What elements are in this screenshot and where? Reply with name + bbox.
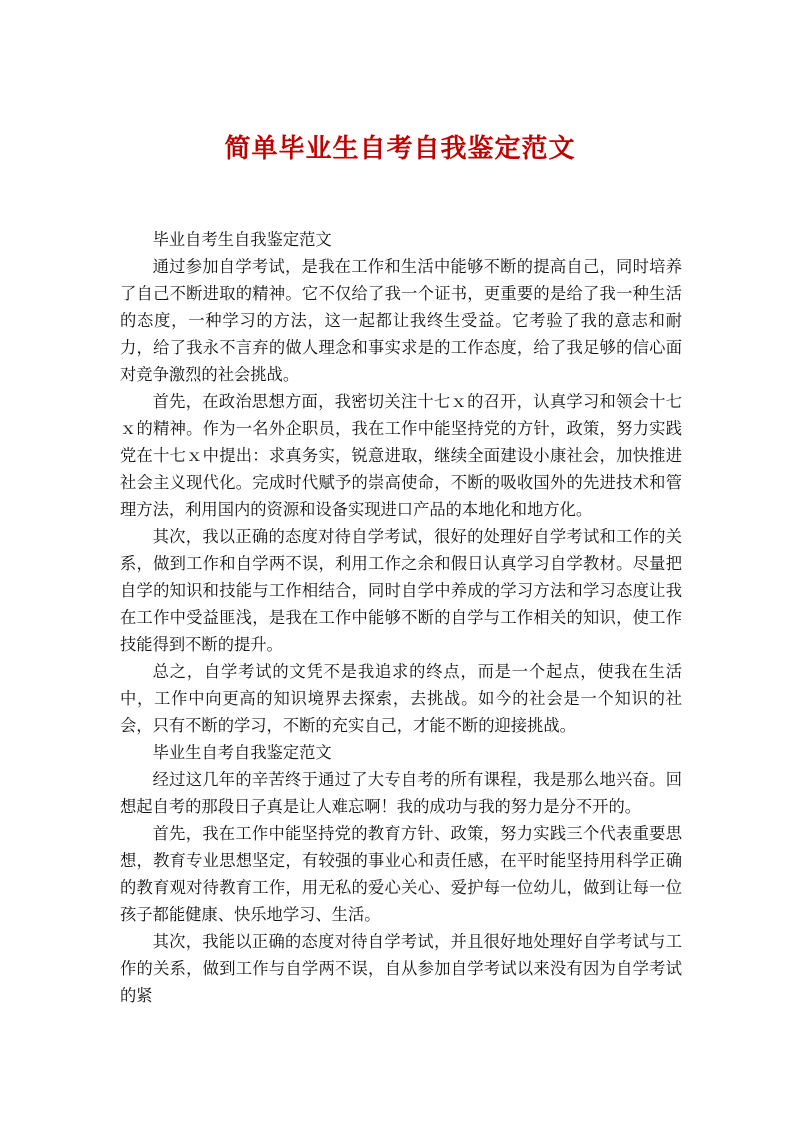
section-heading: 毕业生自考自我鉴定范文 bbox=[152, 743, 332, 762]
paragraph: 其次，我以正确的态度对待自学考试，很好的处理好自学考试和工作的关系，做到工作和自学两不误，利用工作之余和假日认真学习自学教材。尽量把自学的知识和技能与工作相结合，同时自学中养成的学习方法和学习态度让我在工作中受益匪浅，是我在工作中能够不断的自学与工作相关的知识，使工作技能得到不断的提升。 bbox=[120, 527, 682, 654]
paragraph: 总之，自学考试的文凭不是我追求的终点，而是一个起点，使我在生活中，工作中向更高的知识境界去探索，去挑战。如今的社会是一个知识的社会，只有不断的学习，不断的充实自己，才能不断的迎接挑战。 bbox=[120, 662, 682, 735]
paragraph: 首先，我在工作中能坚持党的教育方针、政策，努力实践三个代表重要思想，教育专业思想坚定，有较强的事业心和责任感，在平时能坚持用科学正确的教育观对待教育工作，用无私的爱心关心、爱护每一位幼儿，做到让每一位孩子都能健康、快乐地学习、生活。 bbox=[120, 824, 682, 924]
paragraph: 首先，在政治思想方面，我密切关注十七ｘ的召开，认真学习和领会十七ｘ的精神。作为一名外企职员，我在工作中能坚持党的方针，政策，努力实践党在十七ｘ中提出：求真务实，锐意进取，继续全面建设小康社会，加快推进社会主义现代化。完成时代赋予的崇高使命，不断的吸收国外的先进技术和管理方法，利用国内的资源和设备实现进口产品的本地化和地方化。 bbox=[120, 392, 682, 519]
paragraph: 其次，我能以正确的态度对待自学考试，并且很好地处理好自学考试与工作的关系，做到工作与自学两不误，自从参加自学考试以来没有因为自学考试的紧 bbox=[120, 932, 682, 1005]
document-title: 简单毕业生自考自我鉴定范文 bbox=[224, 134, 576, 164]
paragraph: 经过这几年的辛苦终于通过了大专自考的所有课程，我是那么地兴奋。回想起自考的那段日子真是让人难忘啊！我的成功与我的努力是分不开的。 bbox=[120, 770, 682, 816]
paragraph: 通过参加自学考试，是我在工作和生活中能够不断的提高自己，同时培养了自己不断进取的精神。它不仅给了我一个证书，更重要的是给了我一种生活的态度，一种学习的方法，这一起都让我终生受益。它考验了我的意志和耐力，给了我永不言弃的做人理念和事实求是的工作态度，给了我足够的信心面对竞争激烈的社会挑战。 bbox=[120, 257, 682, 384]
section-heading: 毕业自考生自我鉴定范文 bbox=[152, 230, 332, 249]
document-body bbox=[120, 226, 682, 1009]
